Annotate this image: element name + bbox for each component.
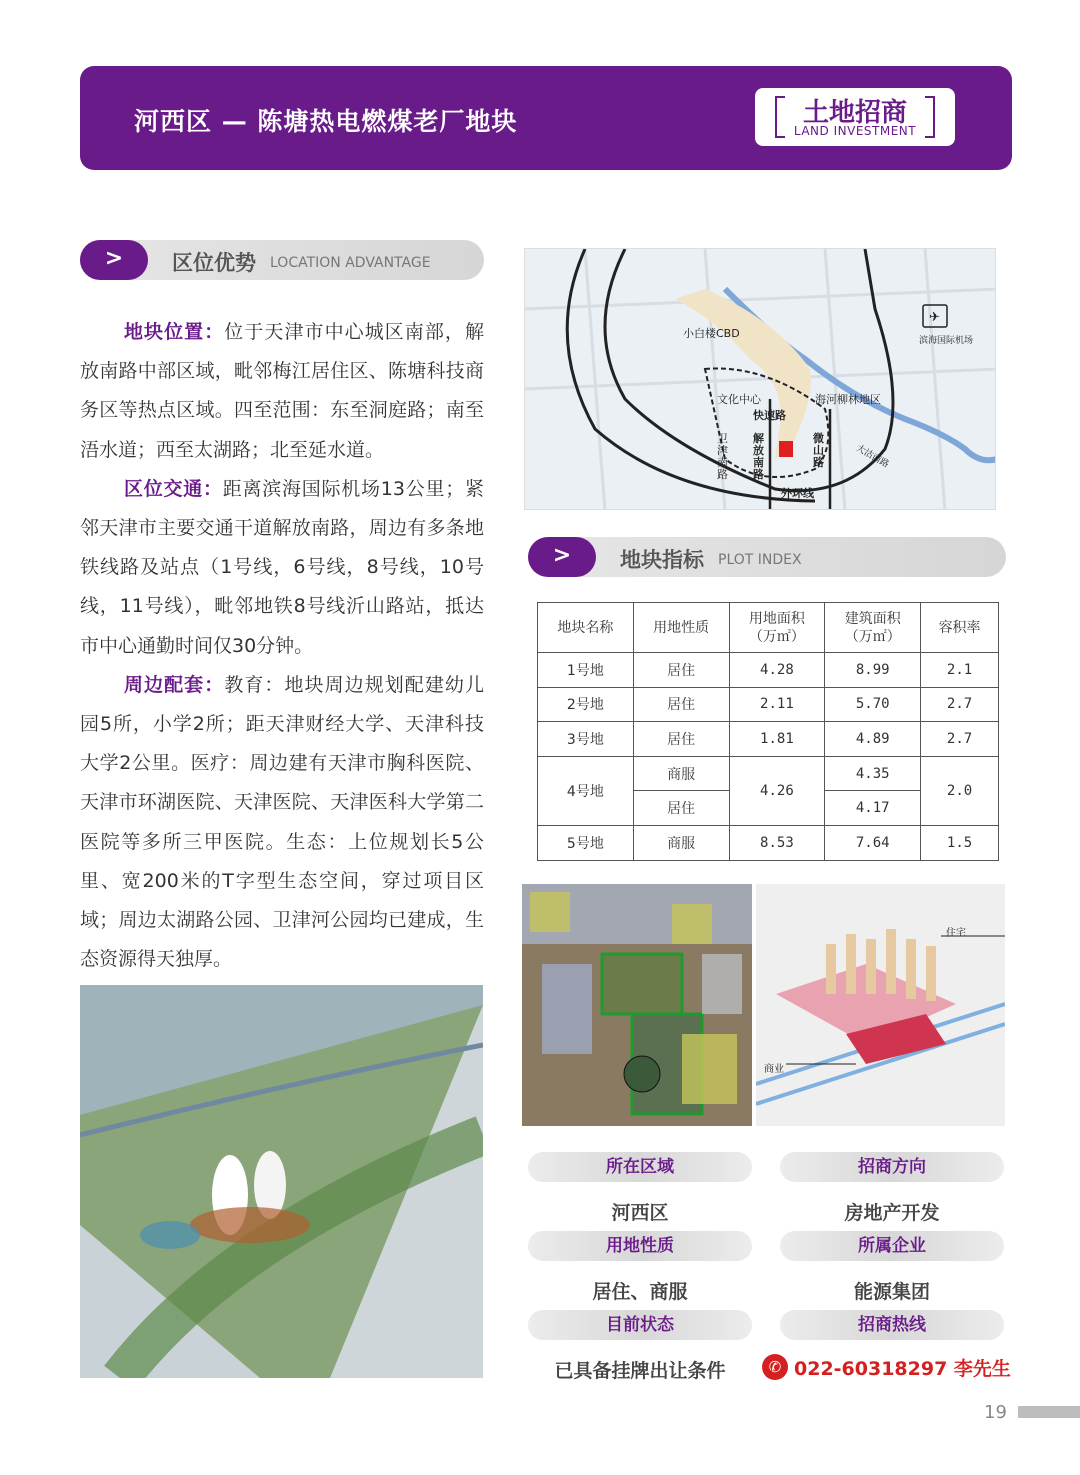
direction-label: 招商方向	[780, 1152, 1004, 1182]
phone-icon: ✆	[762, 1354, 788, 1380]
land-use-value: 居住、商服	[592, 1281, 688, 1303]
region-label: 所在区域	[528, 1152, 752, 1182]
table-row: 5号地 商服 8.53 7.64 1.5	[538, 825, 999, 860]
aerial-rendering-graphic	[80, 985, 483, 1378]
map-label-haihe: 海河柳林地区	[815, 393, 881, 406]
section-badge	[755, 88, 955, 146]
map-label-weijin: 卫津南路	[717, 432, 728, 481]
plot-index-table	[537, 602, 999, 861]
site-plan-image	[522, 884, 752, 1126]
map-label-cbd: 小白楼CBD	[683, 327, 740, 340]
table-header-row	[538, 603, 999, 653]
page-title: 河西区 — 陈塘热电燃煤老厂地块	[134, 107, 518, 136]
map-label-weishan: 微山路	[813, 432, 824, 469]
table-row: 3号地 居住 1.81 4.89 2.7	[538, 722, 999, 757]
massing-model-image	[756, 884, 1005, 1126]
chevron-right-icon: >	[528, 537, 596, 577]
badge-title-en: LAND INVESTMENT	[793, 124, 917, 138]
region-value: 河西区	[611, 1202, 669, 1224]
plot-title-cn: 地块指标	[620, 548, 704, 572]
company-label: 所属企业	[780, 1231, 1004, 1261]
chevron-right-icon: >	[80, 240, 148, 280]
hotline-label: 招商热线	[780, 1310, 1004, 1340]
model-label-commercial: 商业	[764, 1064, 784, 1075]
location-map	[524, 248, 996, 510]
badge-title-cn: 土地招商	[802, 98, 907, 128]
aerial-rendering-image	[80, 985, 483, 1378]
land-use-label: 用地性质	[528, 1231, 752, 1261]
plot-title-en: PLOT INDEX	[718, 552, 802, 568]
status-label: 目前状态	[528, 1310, 752, 1340]
map-label-expressway: 快速路	[753, 409, 786, 422]
paragraph-traffic: 区位交通：距离滨海国际机场13公里；紧邻天津市主要交通干道解放南路，周边有多条地铁线路及站点（1号线，6号线，8号线，10号线，11号线），毗邻地铁8号线沂山路站，抵达市中心通勤时间仅30分钟。	[80, 477, 484, 657]
header-land-area: 用地面积 （万㎡）	[729, 603, 825, 653]
map-label-culture: 文化中心	[717, 393, 761, 406]
massing-model-graphic	[756, 884, 1005, 1126]
svg-text:✈: ✈	[929, 310, 940, 325]
map-label-airport: 滨海国际机场	[919, 336, 974, 346]
page-number: 19	[984, 1402, 1007, 1423]
header-plot-name: 地块名称	[538, 603, 634, 653]
status-value: 已具备挂牌出让条件	[554, 1360, 726, 1382]
plot-section-header	[528, 537, 1006, 577]
model-label-residential: 住宅	[946, 928, 966, 939]
location-title-en: LOCATION ADVANTAGE	[270, 255, 431, 271]
hotline-value[interactable]: 022-60318297 李先生	[794, 1358, 1011, 1380]
map-label-dagu: 大沽南路	[854, 443, 891, 471]
header-banner	[80, 66, 1012, 170]
header-building-area: 建筑面积 （万㎡）	[825, 603, 921, 653]
company-value: 能源集团	[853, 1281, 930, 1303]
page-number-bar	[1018, 1406, 1080, 1418]
table-row: 4号地 商服 4.26 4.35 2.0	[538, 756, 999, 791]
site-plan-graphic	[522, 884, 752, 1126]
direction-value: 房地产开发	[844, 1202, 940, 1224]
header-far: 容积率	[921, 603, 999, 653]
paragraph-facilities: 周边配套：教育：地块周边规划配建幼儿园5所，小学2所；距天津财经大学、天津科技大学2公里。医疗：周边建有天津市胸科医院、天津市环湖医院、天津医院、天津医科大学第二医院等多所三甲医院。生态：上位规划长5公里、宽200米的T字型生态空间，穿过项目区域；周边太湖路公园、卫津河公园均已建成，生态资源得天独厚。	[80, 673, 484, 971]
location-title-cn: 区位优势	[172, 251, 256, 275]
header-land-use: 用地性质	[633, 603, 729, 653]
location-section-header	[80, 240, 484, 280]
map-label-jiefang: 解放南路	[753, 432, 764, 481]
table-row: 2号地 居住 2.11 5.70 2.7	[538, 687, 999, 722]
table-row: 1号地 居住 4.28 8.99 2.1	[538, 653, 999, 688]
paragraph-location: 地块位置：位于天津市中心城区南部，解放南路中部区域，毗邻梅江居住区、陈塘科技商务区等热点区域。四至范围：东至洞庭路；南至浯水道；西至太湖路；北至延水道。	[80, 321, 484, 461]
table-row: 居住 4.17	[538, 791, 999, 826]
hotline[interactable]	[762, 1354, 1012, 1384]
map-label-outer-ring: 外环线	[781, 487, 814, 500]
location-description	[80, 313, 484, 979]
